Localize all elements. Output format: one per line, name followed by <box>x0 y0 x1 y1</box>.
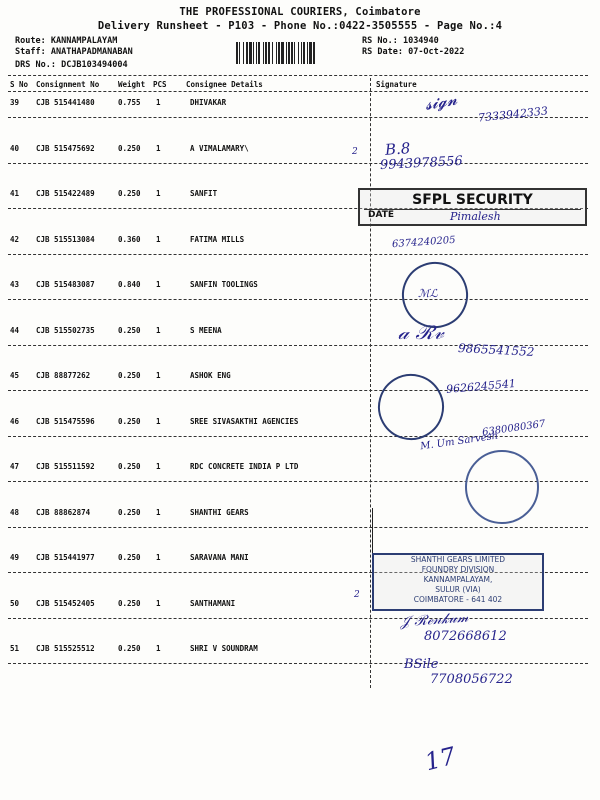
company-title: THE PROFESSIONAL COURIERS, Coimbatore <box>179 6 421 18</box>
row39-phone: 7333942333 <box>477 104 549 125</box>
rs-date-value: 07-Oct-2022 <box>408 47 465 57</box>
consignee-cell: DHIVAKAR <box>190 98 227 107</box>
pcs-cell: 1 <box>156 371 161 380</box>
staff-label: Staff: <box>15 47 46 57</box>
runsheet-subtitle: Delivery Runsheet - P103 - Phone No.:0422-3505555 - Page No.:4 <box>97 20 503 32</box>
weight-cell: 0.250 <box>118 644 141 653</box>
sno-cell: 41 <box>10 189 20 198</box>
sno-cell: 47 <box>10 462 20 471</box>
table-header-rule <box>8 91 588 92</box>
col-header-weight: Weight <box>118 80 146 89</box>
sno-cell: 48 <box>10 507 20 517</box>
consignment-cell: CJB 515441977 <box>36 553 95 562</box>
pcs-cell: 1 <box>156 644 161 653</box>
row51-phone: 7708056722 <box>430 672 513 687</box>
col-header-sno: S No <box>10 80 29 89</box>
pcs-cell: 1 <box>156 507 161 517</box>
weight-cell: 0.250 <box>118 325 141 335</box>
row50-margin-mark: 2 <box>354 590 360 600</box>
consignee-cell: SHANTHI GEARS <box>190 507 249 517</box>
sno-cell: 49 <box>10 553 20 562</box>
shanthi-stamp-line5: COIMBATORE - 641 402 <box>413 595 503 604</box>
weight-cell: 0.755 <box>118 98 141 107</box>
col-header-pcs: PCS <box>153 80 167 89</box>
consignee-cell: S MEENA <box>190 325 222 335</box>
weight-cell: 0.250 <box>118 462 141 471</box>
shanthi-gears-stamp <box>372 553 544 611</box>
consignment-cell: CJB 515483087 <box>36 280 95 289</box>
consignment-cell: CJB 515511592 <box>36 462 95 471</box>
sno-cell: 40 <box>10 143 20 153</box>
drs-label: DRS No.: <box>15 60 56 70</box>
weight-cell: 0.250 <box>118 189 141 198</box>
rs-date-label: RS Date: <box>362 47 403 57</box>
row-rule <box>8 163 588 164</box>
consignment-cell: CJB 88862874 <box>36 507 91 517</box>
pcs-cell: 1 <box>156 189 161 198</box>
sno-cell: 43 <box>10 280 20 289</box>
sno-cell: 39 <box>10 98 20 107</box>
weight-cell: 0.250 <box>118 416 141 426</box>
pcs-cell: 1 <box>156 416 161 426</box>
route-line <box>15 36 117 46</box>
row43-signature-scribble: ℳℒ <box>418 287 438 300</box>
sno-cell: 50 <box>10 598 20 608</box>
consignment-cell: CJB 515422489 <box>36 189 95 198</box>
consignment-cell: CJB 515525512 <box>36 644 95 653</box>
weight-cell: 0.840 <box>118 280 141 289</box>
row46-phone: 6380080367 <box>481 418 547 439</box>
consignee-cell: FATIMA MILLS <box>190 234 245 244</box>
row-rule <box>8 527 588 528</box>
consignee-cell: SANTHAMANI <box>190 598 236 608</box>
route-label: Route: <box>15 36 46 46</box>
rs-no-label: RS No.: <box>362 36 398 46</box>
signature-column-divider <box>370 78 371 688</box>
shanthi-stamp-line4: SULUR (VIA) <box>435 585 481 594</box>
row44-signature-scribble: 𝒶 ℛ𝓋 <box>398 320 444 344</box>
weight-cell: 0.250 <box>118 598 141 608</box>
consignment-cell: CJB 515452405 <box>36 598 95 608</box>
consignee-cell: SANFIN TOOLINGS <box>190 280 258 289</box>
pcs-cell: 1 <box>156 234 161 244</box>
row45-phone: 9626245541 <box>445 376 517 397</box>
drs-line <box>15 60 128 70</box>
weight-cell: 0.250 <box>118 507 141 517</box>
consignee-cell: SARAVANA MANI <box>190 553 249 562</box>
consignment-cell: CJB 515475692 <box>36 143 95 153</box>
row40-signature-name: B.8 <box>384 139 411 159</box>
drs-value: DCJB103494004 <box>61 60 128 70</box>
pcs-cell: 1 <box>156 98 161 107</box>
sfpl-stamp-date-label: DATE <box>368 210 395 220</box>
row40-phone: 9943978556 <box>379 153 464 174</box>
consignee-cell: SHRI V SOUNDRAM <box>190 644 258 653</box>
shanthi-stamp-line2: FOUNDRY DIVISION <box>421 565 495 574</box>
pcs-cell: 1 <box>156 598 161 608</box>
consignee-cell: SANFIT <box>190 189 218 198</box>
sno-cell: 45 <box>10 371 20 380</box>
pcs-cell: 1 <box>156 462 161 471</box>
consignment-cell: CJB 515441480 <box>36 98 95 107</box>
consignee-cell: SREE SIVASAKTHI AGENCIES <box>190 416 299 426</box>
row51-signature-name: BSile <box>404 657 439 672</box>
sno-cell: 42 <box>10 234 20 244</box>
row42-phone: 6374240205 <box>391 234 456 251</box>
pcs-cell: 1 <box>156 553 161 562</box>
consignee-cell: RDC CONCRETE INDIA P LTD <box>190 462 299 471</box>
rs-no-value: 1034940 <box>402 36 439 46</box>
shanthi-stamp-line3: KANNAMPALAYAM, <box>423 575 493 584</box>
row-rule <box>8 618 588 619</box>
col-header-consignment: Consignment No <box>36 80 100 89</box>
table-top-rule <box>8 75 588 76</box>
consignment-cell: CJB 515475596 <box>36 416 95 426</box>
pcs-cell: 1 <box>156 143 161 153</box>
rs-no-line <box>362 36 439 46</box>
row50-signature-scribble: 𝒥 ℛℯ𝓃𝓀𝓊𝓂 <box>399 609 470 631</box>
shanthi-stamp-line1: SHANTHI GEARS LIMITED <box>410 555 506 564</box>
row-rule <box>8 299 588 300</box>
consignee-cell: ASHOK ENG <box>190 371 231 380</box>
col-header-signature: Signature <box>376 80 417 89</box>
sno-cell: 46 <box>10 416 20 426</box>
sfpl-stamp-name: Pimalesh <box>450 210 501 223</box>
row-rule <box>8 663 588 664</box>
sno-cell: 51 <box>10 644 20 653</box>
consignment-cell: CJB 515502735 <box>36 325 95 335</box>
col-header-consignee: Consignee Details <box>186 80 263 89</box>
sno-cell: 44 <box>10 325 20 335</box>
pcs-cell: 1 <box>156 325 161 335</box>
row-rule <box>8 254 588 255</box>
consignee-cell: A VIMALAMARY\ <box>190 143 249 153</box>
rs-date-line <box>362 47 464 57</box>
weight-cell: 0.250 <box>118 371 141 380</box>
consignment-cell: CJB 515513084 <box>36 234 95 244</box>
weight-cell: 0.250 <box>118 143 141 153</box>
row47-round-stamp <box>465 450 539 524</box>
row40-margin-mark: 2 <box>352 147 358 157</box>
row46-signature-name: M. Um Sarvesh <box>419 430 499 453</box>
pcs-cell: 1 <box>156 280 161 289</box>
barcode <box>236 42 356 64</box>
row39-signature-scribble: 𝓼𝓲𝓰𝓷 <box>423 89 459 114</box>
weight-cell: 0.250 <box>118 553 141 562</box>
staff-value: ANATHAPADMANABAN <box>50 47 133 57</box>
row50-phone: 8072668612 <box>424 629 507 644</box>
page-handwritten-mark: 17 <box>422 741 459 777</box>
row44-phone: 9865541552 <box>457 341 535 359</box>
weight-cell: 0.360 <box>118 234 141 244</box>
route-value: KANNAMPALAYAM <box>50 36 118 46</box>
consignment-cell: CJB 88877262 <box>36 371 91 380</box>
staff-line <box>15 47 133 57</box>
sfpl-stamp-title: SFPL SECURITY <box>412 192 533 208</box>
